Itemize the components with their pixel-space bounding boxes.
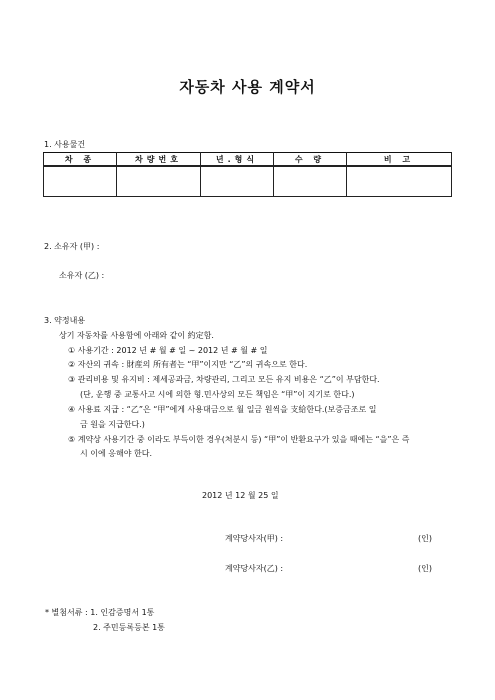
party-a-seal: (인)	[418, 534, 432, 543]
cell-vehicle-number	[117, 166, 201, 197]
cell-vehicle-type	[44, 166, 117, 197]
term-item-4-cont: 금 원을 지급한다.)	[80, 420, 145, 429]
owner-b-label: 소유자 (乙) :	[59, 271, 105, 280]
term-item-4: ④ 사용료 지급 : “乙”은 “甲”에게 사용대금으로 월 일금 원씩을 支給한다.(보증금조로 일	[68, 405, 377, 414]
term-item-2: ② 자산의 귀속 : 財産의 所有者는 “甲”이지만 “乙”의 귀속으로 한다.	[68, 360, 308, 369]
section3-heading: 3. 약정내용	[44, 316, 86, 325]
col-year-model: 년.형식	[201, 153, 274, 167]
section1-heading: 1. 사용물건	[44, 140, 86, 149]
vehicle-table	[43, 152, 452, 197]
term-item-3: ③ 관리비용 및 유지비 : 제세공과금, 차량관리, 그리고 모든 유지 비용은 “乙”이 부담한다.	[68, 375, 380, 384]
section3-intro: 상기 자동차를 사용함에 아래와 같이 約定함.	[59, 331, 214, 340]
col-vehicle-number: 차량번호	[117, 153, 201, 167]
vehicle-table-header	[44, 153, 452, 167]
owner-a-label: 2. 소유자 (甲) :	[44, 242, 100, 251]
cell-quantity	[274, 166, 347, 197]
attachments-line-2: 2. 주민등록등본 1통	[93, 623, 165, 632]
party-b-seal: (인)	[418, 564, 432, 573]
term-item-1: ① 사용기간 : 2012 년 # 월 # 일 ~ 2012 년 # 월 # 일	[68, 346, 268, 355]
party-a-label: 계약당사자(甲) :	[225, 534, 284, 543]
contract-date: 2012 년 12 월 25 일	[202, 491, 279, 500]
col-quantity: 수 량	[274, 153, 347, 167]
cell-year-model	[201, 166, 274, 197]
table-row	[44, 166, 452, 197]
term-item-5-cont: 시 이에 응해야 한다.	[80, 449, 152, 458]
attachments-line-1: * 별첨서류 : 1. 인감증명서 1통	[45, 608, 155, 617]
term-item-5: ⑤ 계약상 사용기간 중 이라도 부득이한 경우(처분시 등) “甲”이 반환요구가 있을 때에는 “을”은 즉	[68, 435, 410, 444]
term-item-3-note: (단, 운행 중 교통사고 시에 의한 형.민사상의 모든 책임은 “甲”이 지기로 한다.)	[80, 390, 355, 399]
col-remarks: 비 고	[347, 153, 452, 167]
document-title: 자동차 사용 계약서	[179, 78, 316, 96]
col-vehicle-type: 차 종	[44, 153, 117, 167]
party-b-label: 계약당사자(乙) :	[225, 564, 284, 573]
cell-remarks	[347, 166, 452, 197]
